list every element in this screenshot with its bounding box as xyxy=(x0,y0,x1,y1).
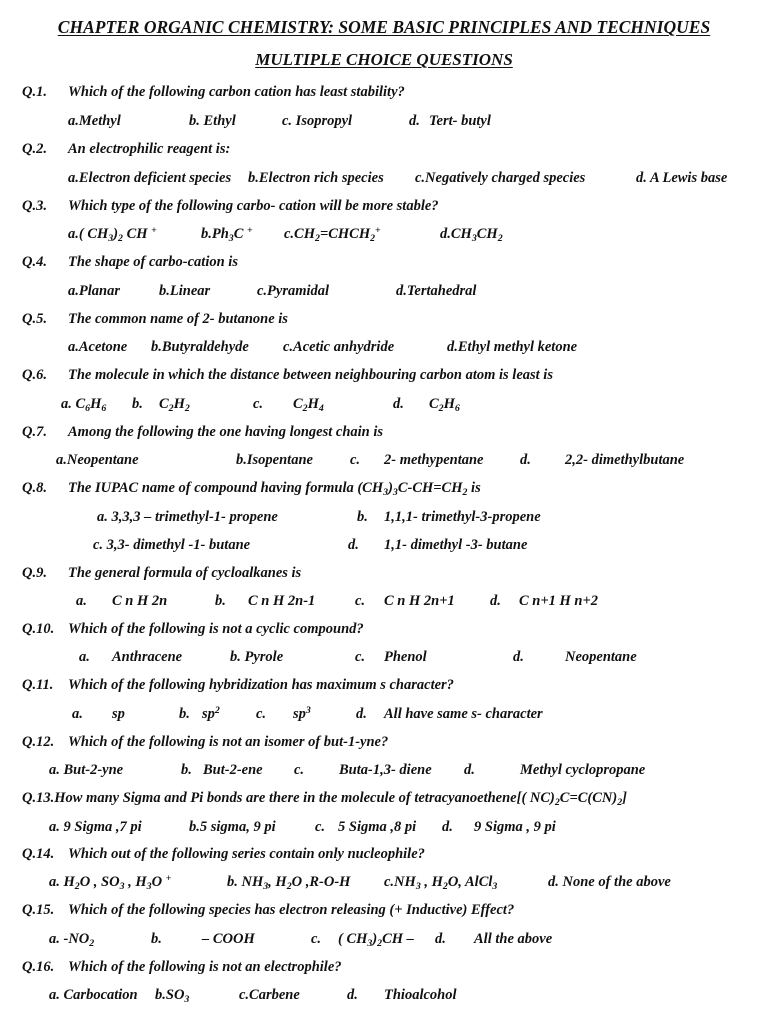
chapter-title: CHAPTER ORGANIC CHEMISTRY: SOME BASIC PRINCIPLES AND TECHNIQUES xyxy=(57,17,711,37)
question-number: Q.11. xyxy=(22,677,54,693)
option-c: $c.NH_3$ , $H_2O$, AlCl$_3$ xyxy=(384,874,498,892)
option-d: Tert- butyl xyxy=(429,113,491,129)
option-d: $C_2H_6$ xyxy=(429,396,460,414)
option-d: d. A Lewis base xyxy=(636,170,728,186)
option-b: $b.Ph_3C$ + xyxy=(201,225,253,244)
question-text: Which of the following hybridization has maximum s character? xyxy=(68,677,454,693)
option-a: a. But-2-yne xyxy=(49,762,124,778)
option-d-letter: d. xyxy=(356,706,367,722)
question-text: The general formula of cycloalkanes is xyxy=(68,565,302,581)
option-a: a.Electron deficient species xyxy=(68,170,232,186)
option-d-letter: d. xyxy=(348,537,359,553)
option-d-letter: d. xyxy=(464,762,475,778)
option-b: But-2-ene xyxy=(203,762,263,778)
option-c: c.Acetic anhydride xyxy=(283,339,395,355)
question-text: Which out of the following series contain only nucleophile? xyxy=(68,846,425,862)
option-b: $b.SO_3$ xyxy=(155,987,190,1005)
option-a: a.Methyl xyxy=(68,113,121,129)
question-text: Which of the following is not an isomer of but-1-yne? xyxy=(68,734,389,750)
option-d-letter: d. xyxy=(347,987,358,1003)
option-c: $c.CH_2=CHCH_2^+$ xyxy=(284,225,381,244)
option-a-letter: a. xyxy=(72,706,83,722)
option-c: c. Isopropyl xyxy=(282,113,353,129)
question-text: Which of the following is not a cyclic compound? xyxy=(68,621,364,637)
question-number: Q.15. xyxy=(22,902,55,918)
question-number: Q.10. xyxy=(22,621,55,637)
option-d: $d.CH_3CH_2$ xyxy=(440,226,503,244)
section-subtitle: MULTIPLE CHOICE QUESTIONS xyxy=(255,50,513,69)
option-a: a. Carbocation xyxy=(49,987,138,1003)
option-a-letter: a. xyxy=(76,593,87,609)
question-text: How many Sigma and Pi bonds are there in the molecule of tetracyanoethene[( $NC)_2C=C(CN)_2$] xyxy=(54,790,627,808)
option-c-letter: c. xyxy=(294,762,305,778)
question-text: Which of the following is not an electrophile? xyxy=(68,959,342,975)
option-d: 1,1- dimethyl -3- butane xyxy=(384,537,528,553)
question-number: Q.7. xyxy=(22,424,47,440)
question-number: Q.3. xyxy=(22,198,47,214)
option-d: All have same s- character xyxy=(384,706,543,722)
option-c-letter: c. xyxy=(350,452,361,468)
option-b: C n H 2n-1 xyxy=(248,593,316,609)
option-c: ( $CH_3)_2CH$ – xyxy=(338,931,414,949)
option-c-letter: c. xyxy=(355,593,366,609)
option-b: $C_2H_2$ xyxy=(159,396,190,414)
option-b-letter: b. xyxy=(132,396,143,412)
question-number: Q.4. xyxy=(22,254,47,270)
option-d: d.Tertahedral xyxy=(396,283,477,299)
option-b: $sp^2$ xyxy=(202,705,220,722)
option-d-letter: d. xyxy=(513,649,524,665)
option-d: Methyl cyclopropane xyxy=(520,762,646,778)
option-c: 5 Sigma ,8 pi xyxy=(338,819,417,835)
option-a: a.Acetone xyxy=(68,339,128,355)
option-d-letter: d. xyxy=(490,593,501,609)
option-c: Buta-1,3- diene xyxy=(339,762,432,778)
question-text: Which of the following carbon cation has least stability? xyxy=(68,84,405,100)
option-c-letter: c. xyxy=(315,819,326,835)
option-c-letter: c. xyxy=(355,649,366,665)
option-a: a. 3,3,3 – trimethyl-1- propene xyxy=(97,509,278,525)
option-b-letter: b. xyxy=(181,762,192,778)
question-number: Q.9. xyxy=(22,565,47,581)
option-c: $sp^3$ xyxy=(293,705,311,722)
option-c: c.Pyramidal xyxy=(257,283,330,299)
option-a: C n H 2n xyxy=(112,593,168,609)
question-number: Q.1. xyxy=(22,84,47,100)
question-number: Q.5. xyxy=(22,311,47,327)
option-d: Neopentane xyxy=(565,649,637,665)
option-d: d.Ethyl methyl ketone xyxy=(447,339,578,355)
question-number: Q.14. xyxy=(22,846,55,862)
option-c: c. 3,3- dimethyl -1- butane xyxy=(93,537,251,553)
option-d-letter: d. xyxy=(393,396,404,412)
question-text: The IUPAC name of compound having formula $(CH_3)_3C-CH=CH_2$ is xyxy=(68,480,481,498)
option-c-letter: c. xyxy=(256,706,267,722)
option-b-letter: b. xyxy=(151,931,162,947)
question-text: Among the following the one having longest chain is xyxy=(68,424,384,440)
question-number: Q.2. xyxy=(22,141,47,157)
option-b: b.Butyraldehyde xyxy=(151,339,249,355)
option-a: a. 9 Sigma ,7 pi xyxy=(49,819,142,835)
question-text: Which of the following species has electron releasing (+ Inductive) Effect? xyxy=(68,902,515,918)
question-text: The common name of 2- butanone is xyxy=(68,311,288,327)
option-d: d. None of the above xyxy=(548,874,671,890)
question-text: Which type of the following carbo- cation will be more stable? xyxy=(68,198,439,214)
option-d: All the above xyxy=(474,931,553,947)
option-c: c.Negatively charged species xyxy=(415,170,586,186)
option-d-letter: d. xyxy=(435,931,446,947)
question-number: Q.16. xyxy=(22,959,55,975)
option-c: c.Carbene xyxy=(239,987,300,1003)
option-b: b. Pyrole xyxy=(230,649,284,665)
question-text: The molecule in which the distance between neighbouring carbon atom is least is xyxy=(68,367,553,383)
question-number: Q.12. xyxy=(22,734,55,750)
option-b: b.Isopentane xyxy=(236,452,313,468)
option-d-letter: d. xyxy=(520,452,531,468)
option-a: a. $-NO_2$ xyxy=(49,931,95,949)
option-a: a. $H_2O$ , $SO_3$ , $H_3O$ + xyxy=(49,873,172,892)
option-a: a.Neopentane xyxy=(56,452,139,468)
option-c: $C_2H_4$ xyxy=(293,396,324,414)
option-d: 9 Sigma , 9 pi xyxy=(474,819,556,835)
option-b: b.Linear xyxy=(159,283,211,299)
question-text: The shape of carbo-cation is xyxy=(68,254,238,270)
option-a: a.( $CH_3)_2$ CH + xyxy=(68,225,157,244)
option-d: Thioalcohol xyxy=(384,987,457,1003)
option-c-letter: c. xyxy=(253,396,264,412)
option-c: C n H 2n+1 xyxy=(384,593,455,609)
option-a: sp xyxy=(112,706,125,722)
question-number: Q.6. xyxy=(22,367,47,383)
question-line xyxy=(22,790,627,807)
option-b: b.Electron rich species xyxy=(248,170,384,186)
question-number: Q.8. xyxy=(22,480,47,496)
option-b: – COOH xyxy=(202,931,255,947)
option-c: Phenol xyxy=(384,649,427,665)
option-a: a. $C_6H_6$ xyxy=(61,396,107,414)
option-b-letter: b. xyxy=(179,706,190,722)
question-text: An electrophilic reagent is: xyxy=(68,141,231,157)
option-d: 2,2- dimethylbutane xyxy=(565,452,685,468)
option-b-letter: b. xyxy=(215,593,226,609)
option-a: Anthracene xyxy=(112,649,183,665)
option-d: C n+1 H n+2 xyxy=(519,593,598,609)
option-c-letter: c. xyxy=(311,931,322,947)
option-b-letter: b. xyxy=(357,509,368,525)
option-a: a.Planar xyxy=(68,283,120,299)
option-d-letter: d. xyxy=(442,819,453,835)
option-b: b.5 sigma, 9 pi xyxy=(189,819,276,835)
option-a-letter: a. xyxy=(79,649,90,665)
option-b: 1,1,1- trimethyl-3-propene xyxy=(384,509,541,525)
option-d-letter: d. xyxy=(409,113,420,129)
option-c: 2- methypentane xyxy=(384,452,484,468)
question-number: Q.13. xyxy=(22,790,55,806)
option-b: b. $NH_3$, $H_2O$ ,R-O-H xyxy=(227,874,351,892)
option-b: b. Ethyl xyxy=(189,113,236,129)
